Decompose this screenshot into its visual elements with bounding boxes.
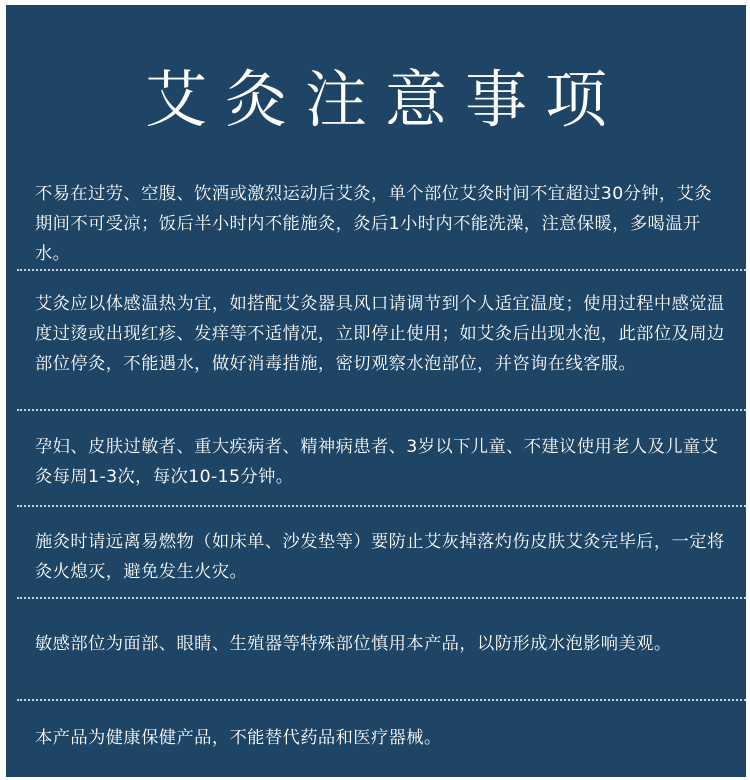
notice-panel bbox=[6, 5, 746, 777]
notice-item-2: 艾灸应以体感温热为宜，如搭配艾灸器具风口请调节到个人适宜温度；使用过程中感觉温度过烫或出现红疹、发痒等不适情况，立即停止使用；如艾灸后出现水泡，此部位及周边部位停灸，不能遇水，做好消毒措施，密切观察水泡部位，并咨询在线客服。 bbox=[35, 294, 725, 374]
notice-item-6: 本产品为健康保健产品，不能替代药品和医疗器械。 bbox=[35, 728, 442, 748]
divider bbox=[17, 597, 746, 599]
divider bbox=[17, 505, 746, 507]
divider bbox=[17, 269, 746, 271]
divider bbox=[17, 409, 746, 411]
notice-item-1: 不易在过劳、空腹、饮酒或激烈运动后艾灸，单个部位艾灸时间不宜超过30分钟，艾灸期间不可受凉；饭后半小时内不能施灸，灸后1小时内不能洗澡，注意保暖，多喝温开水。 bbox=[35, 184, 712, 264]
divider bbox=[17, 699, 746, 701]
notice-item-5: 敏感部位为面部、眼睛、生殖器等特殊部位慎用本产品，以防形成水泡影响美观。 bbox=[35, 634, 672, 654]
notice-item-3: 孕妇、皮肤过敏者、重大疾病者、精神病患者、3岁以下儿童、不建议使用老人及儿童艾灸每周1-3次，每次10-15分钟。 bbox=[35, 437, 719, 487]
page-title: 艾灸注意事项 bbox=[144, 63, 625, 136]
notice-item-4: 施灸时请远离易燃物（如床单、沙发垫等）要防止艾灰掉落灼伤皮肤艾灸完毕后，一定将灸火熄灭，避免发生火灾。 bbox=[35, 532, 725, 582]
